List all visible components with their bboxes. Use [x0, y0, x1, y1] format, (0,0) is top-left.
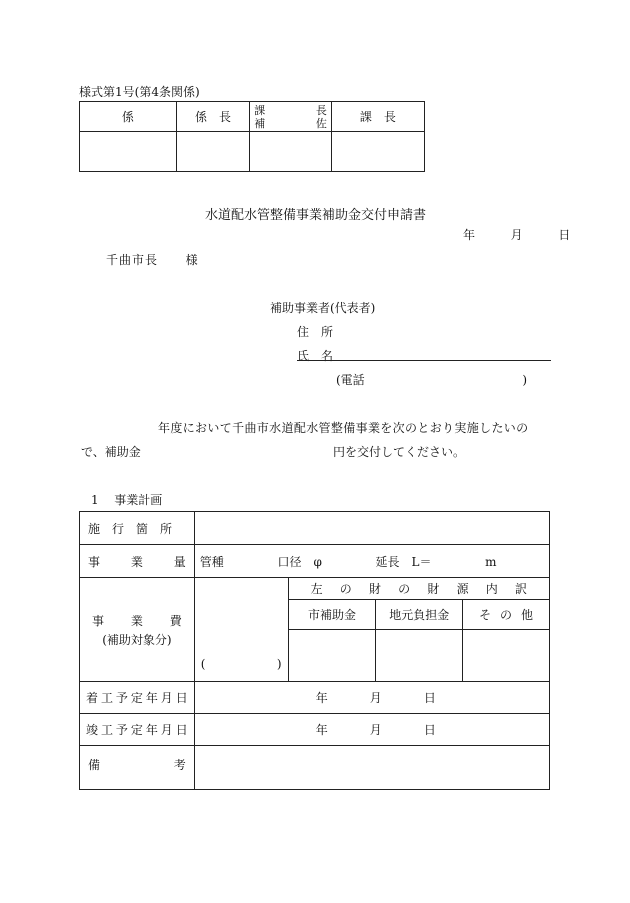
document-title: 水道配水管整備事業補助金交付申請書	[205, 208, 427, 223]
location-label: 施 行 箇 所	[80, 512, 195, 545]
breakdown-title: 左の財の財源内訳	[288, 578, 549, 600]
form-number: 様式第1号(第4条関係)	[79, 85, 200, 99]
length-label: 延長 L＝	[375, 554, 432, 569]
cost-label: 事 業 費 (補助対象分)	[80, 578, 195, 682]
addressee	[106, 251, 199, 268]
section-title: 事業計画	[114, 493, 163, 507]
breakdown-col-other: その他	[463, 600, 550, 630]
approval-header-section-chief: 課 長	[331, 102, 424, 132]
body-line-2a: で、補助金	[81, 445, 141, 459]
date-day: 日	[558, 228, 571, 242]
applicant-name-label: 氏 名	[297, 349, 334, 363]
approval-stamp-cell[interactable]	[80, 132, 177, 172]
remarks-field[interactable]	[194, 746, 549, 790]
end-date-label: 竣工予定年月日	[80, 714, 195, 746]
applicant-heading: 補助事業者(代表者)	[270, 301, 376, 315]
breakdown-local-field[interactable]	[376, 630, 463, 682]
length-unit: m	[485, 554, 497, 569]
addressee-name: 千曲市長	[106, 253, 159, 267]
cost-amount-field[interactable]	[194, 578, 288, 682]
approval-header-deputy: 課 長 補 佐	[250, 102, 332, 132]
end-date-field[interactable]: 年 月 日	[194, 714, 549, 746]
date-month: 月	[510, 228, 523, 242]
section-heading	[91, 491, 162, 508]
date-line	[463, 226, 570, 243]
breakdown-city-field[interactable]	[288, 630, 376, 682]
section-number: 1	[91, 493, 99, 507]
applicant-address-label: 住 所	[297, 325, 334, 339]
approval-table	[79, 101, 425, 172]
diameter-label: 口径 φ	[277, 554, 322, 569]
start-date-field[interactable]: 年 月 日	[194, 682, 549, 714]
approval-stamp-cell[interactable]	[331, 132, 424, 172]
breakdown-other-field[interactable]	[463, 630, 550, 682]
breakdown-col-local: 地元負担金	[376, 600, 463, 630]
body-line-2b: 円を交付してください。	[333, 445, 466, 459]
start-date-label: 着工予定年月日	[80, 682, 195, 714]
addressee-honorific: 様	[185, 253, 199, 267]
pipe-type-label: 管種	[199, 554, 224, 569]
breakdown-col-city: 市補助金	[288, 600, 376, 630]
phone-close: )	[522, 373, 528, 387]
location-field[interactable]	[194, 512, 549, 545]
applicant-phone	[336, 371, 527, 388]
quantity-label: 事 業 量	[80, 545, 195, 578]
body-line-1: 年度において千曲市水道配水管整備事業を次のとおり実施したいの	[158, 421, 529, 435]
phone-open: (電話	[336, 373, 365, 387]
quantity-field[interactable]	[194, 545, 549, 578]
approval-header-clerk: 係	[80, 102, 177, 132]
date-year: 年	[463, 228, 476, 242]
remarks-label: 備 考	[80, 746, 195, 790]
applicant-name-line[interactable]	[297, 360, 551, 361]
cost-paren-close: )	[276, 657, 282, 671]
approval-stamp-cell[interactable]	[176, 132, 250, 172]
approval-header-chief: 係 長	[176, 102, 250, 132]
plan-table	[79, 511, 550, 790]
cost-paren-open: (	[200, 657, 206, 671]
approval-stamp-cell[interactable]	[250, 132, 332, 172]
